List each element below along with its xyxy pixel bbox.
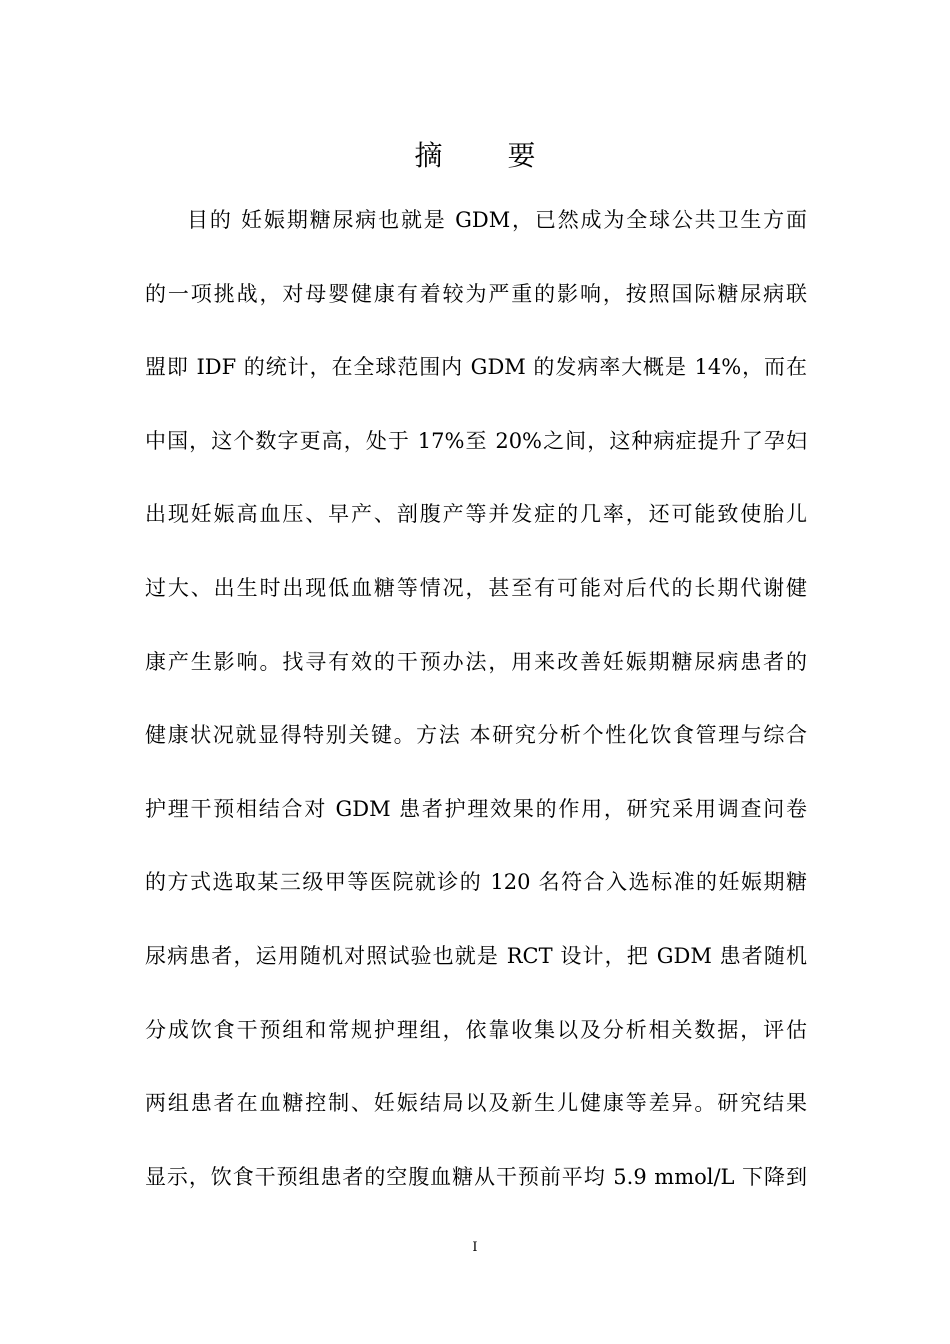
body-line: 过大、出生时出现低血糖等情况，甚至有可能对后代的长期代谢健: [145, 575, 807, 600]
body-line: 两组患者在血糖控制、妊娠结局以及新生儿健康等差异。研究结果: [145, 1091, 807, 1116]
body-line: 分成饮食干预组和常规护理组，依靠收集以及分析相关数据，评估: [145, 1017, 807, 1042]
body-line: 盟即 IDF 的统计，在全球范围内 GDM 的发病率大概是 14%，而在: [145, 355, 807, 380]
body-line: 目的 妊娠期糖尿病也就是 GDM，已然成为全球公共卫生方面: [187, 208, 807, 232]
abstract-body: [145, 199, 807, 1229]
body-line: 出现妊娠高血压、早产、剖腹产等并发症的几率，还可能致使胎儿: [145, 502, 807, 527]
body-line: 的方式选取某三级甲等医院就诊的 120 名符合入选标准的妊娠期糖: [145, 870, 807, 895]
body-line: 健康状况就显得特别关键。方法 本研究分析个性化饮食管理与综合: [145, 723, 807, 748]
abstract-title: 摘 要: [414, 139, 564, 172]
body-line: 康产生影响。找寻有效的干预办法，用来改善妊娠期糖尿病患者的: [145, 649, 807, 674]
body-line: 显示，饮食干预组患者的空腹血糖从干预前平均 5.9 mmol/L 下降到: [145, 1164, 807, 1189]
body-line: 中国，这个数字更高，处于 17%至 20%之间，这种病症提升了孕妇: [145, 428, 807, 453]
body-line: 尿病患者，运用随机对照试验也就是 RCT 设计，把 GDM 患者随机: [145, 943, 807, 968]
body-line: 护理干预相结合对 GDM 患者护理效果的作用，研究采用调查问卷: [145, 796, 807, 821]
page-number: I: [472, 1240, 478, 1255]
body-line: 的一项挑战，对母婴健康有着较为严重的影响，按照国际糖尿病联: [145, 281, 807, 306]
